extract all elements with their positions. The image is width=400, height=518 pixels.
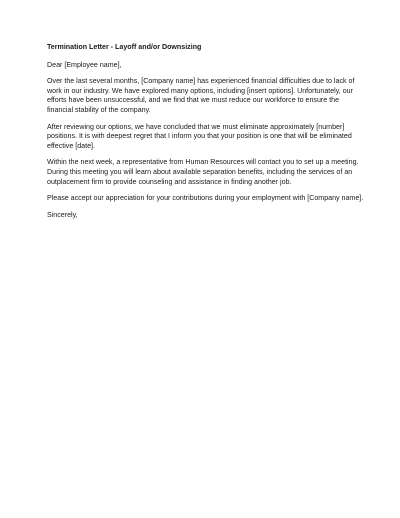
- letter-paragraph-financial-difficulties: Over the last several months, [Company name] has experienced financial difficulties due to lack of work in our industry. We have explored many options, including [insert options]. Unfortunately, our efforts have been unsuccessful, and we find that we must reduce our workforce to ensure the financial stability of the company.: [47, 77, 355, 114]
- letter-paragraph-appreciation: Please accept our appreciation for your contributions during your employment with [Company name].: [47, 194, 364, 203]
- letter-salutation: Dear [Employee name],: [47, 60, 122, 69]
- letter-paragraph-position-elimination: After reviewing our options, we have concluded that we must eliminate approximately [number] positions. It is with deepest regret that I inform you that your position is one that will be eliminated effective [date].: [47, 122, 352, 150]
- letter-paragraph-hr-meeting: Within the next week, a representative from Human Resources will contact you to set up a meeting. During this meeting you will learn about available separation benefits, including the services of an outplacement firm to provide counseling and assistance in finding another job.: [47, 158, 359, 186]
- letter-title: Termination Letter - Layoff and/or Downsizing: [47, 43, 202, 51]
- letter-document: [47, 43, 365, 227]
- letter-closing: Sincerely,: [47, 210, 78, 219]
